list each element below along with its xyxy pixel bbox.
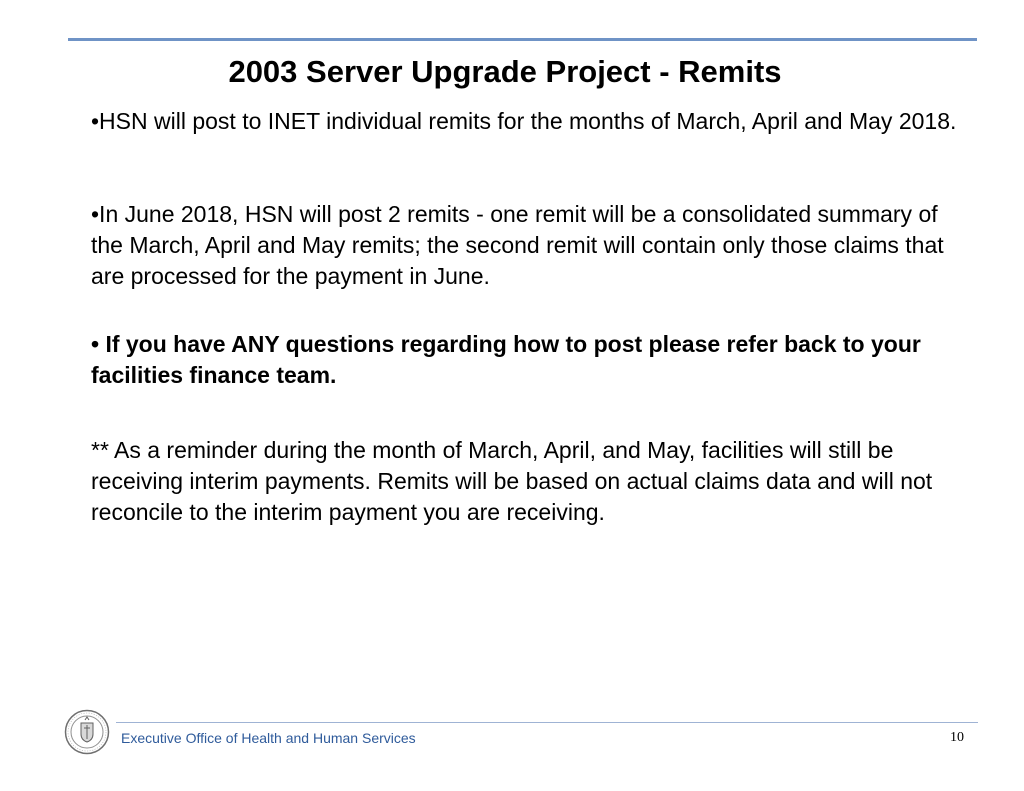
state-seal-icon (64, 709, 110, 755)
footer-divider (116, 722, 978, 723)
bullet-inet-remits: •HSN will post to INET individual remits for the months of March, April and May 2018. (91, 108, 957, 134)
reminder-note: ** As a reminder during the month of March, April, and May, facilities will still be receiving interim payments. Remits will be based on actual claims data and will not reconcile to the interim payment you are receiving. (91, 437, 933, 525)
bullet-questions: • If you have ANY questions regarding how to post please refer back to your facilities finance team. (91, 331, 921, 388)
page-number: 10 (950, 730, 964, 745)
title-divider (68, 38, 977, 41)
slide-title: 2003 Server Upgrade Project - Remits (228, 54, 782, 89)
footer-organization: Executive Office of Health and Human Services (121, 730, 416, 746)
bullet-june-remits: •In June 2018, HSN will post 2 remits - one remit will be a consolidated summary of the March, April and May remits; the second remit will contain only those claims that are processed for the payment in June. (91, 201, 944, 289)
